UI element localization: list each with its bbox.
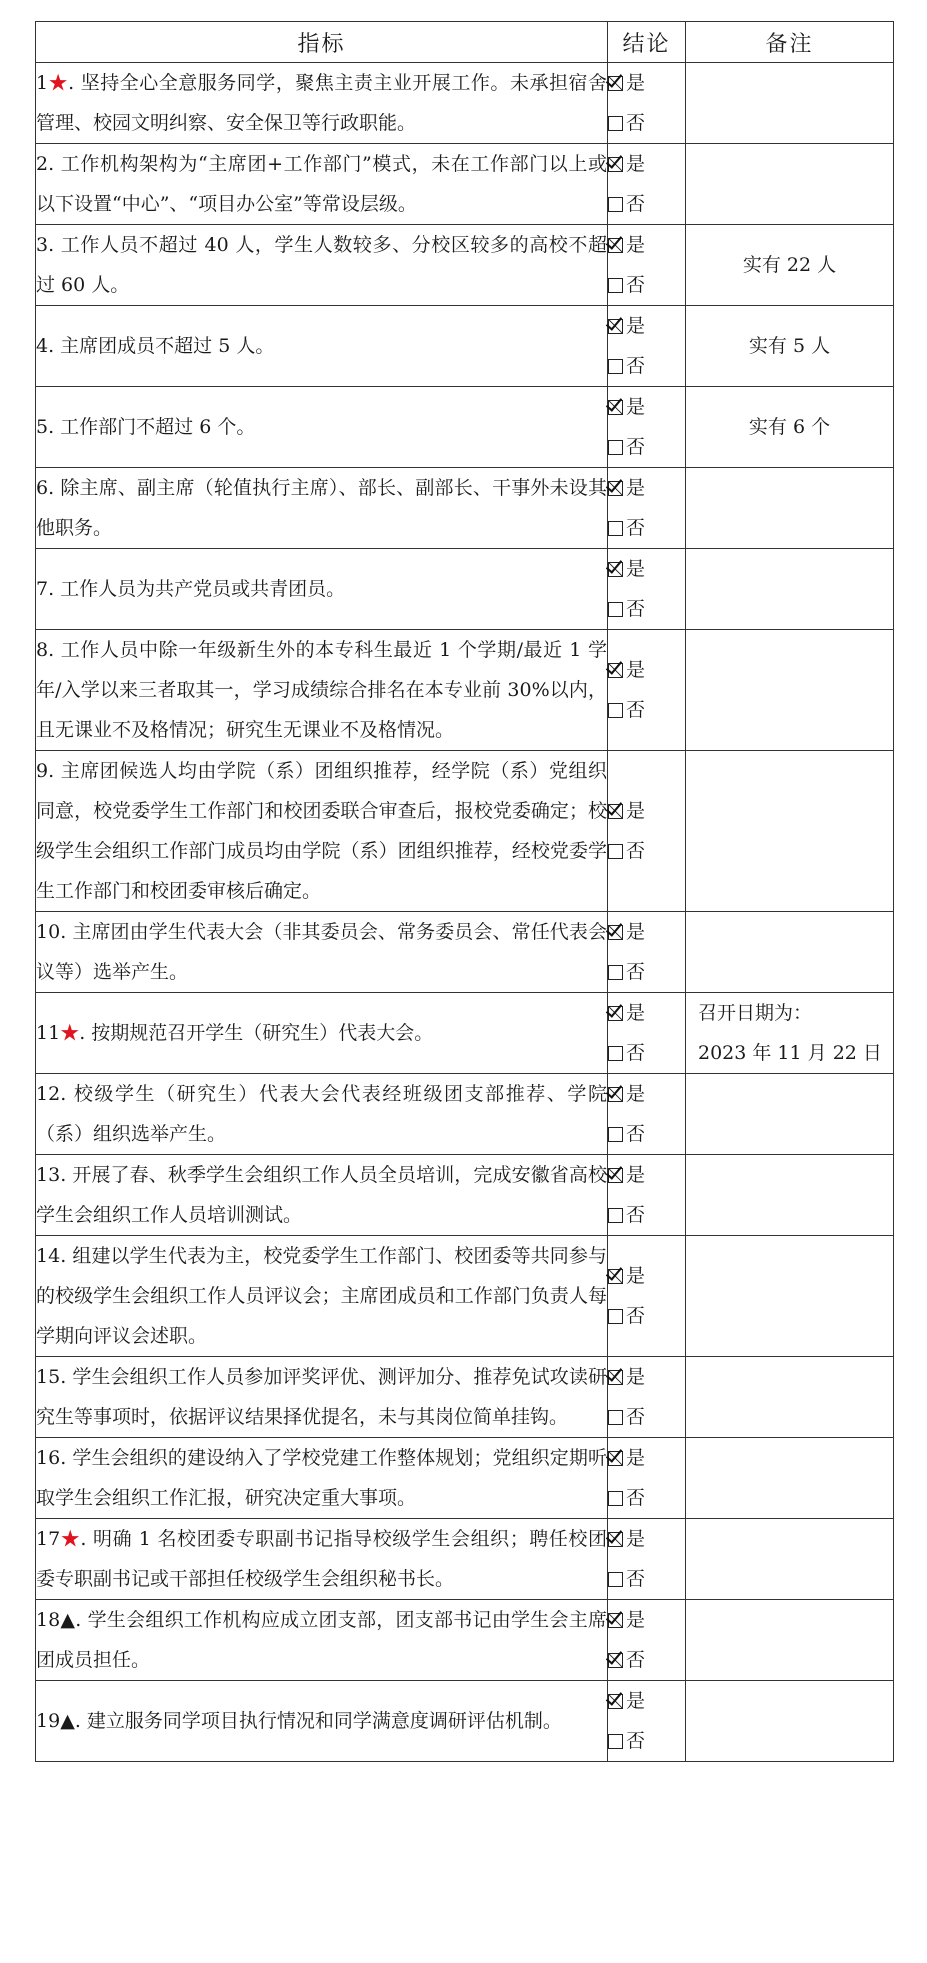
option-no[interactable]	[608, 1478, 685, 1518]
indicator-cell	[36, 1681, 608, 1762]
remark-cell	[686, 225, 894, 306]
checked-box-icon[interactable]	[608, 1168, 623, 1183]
checked-box-icon[interactable]	[608, 481, 623, 496]
option-yes[interactable]	[608, 1074, 685, 1114]
conclusion-cell	[608, 1600, 686, 1681]
option-no-label: 否	[626, 1487, 646, 1509]
indicator-text: . 工作机构架构为“主席团+工作部门”模式，未在工作部门以上或以下设置“中心”、“项目办公室”等常设层级。	[36, 153, 607, 215]
checked-box-icon[interactable]	[608, 319, 623, 334]
option-no-label: 否	[626, 840, 646, 862]
conclusion-cell	[608, 1681, 686, 1762]
table-row	[36, 1519, 894, 1600]
option-yes-label: 是	[626, 800, 646, 822]
option-no[interactable]	[608, 831, 685, 871]
empty-box-icon[interactable]	[608, 844, 623, 859]
table-row	[36, 306, 894, 387]
indicator-number: 18	[36, 1609, 61, 1631]
table-row	[36, 63, 894, 144]
conclusion-cell	[608, 468, 686, 549]
remark-cell	[686, 144, 894, 225]
option-no-label: 否	[626, 1406, 646, 1428]
option-no-label: 否	[626, 1568, 646, 1590]
option-yes[interactable]	[608, 993, 685, 1033]
indicator-cell	[36, 751, 608, 912]
option-yes[interactable]	[608, 1681, 685, 1721]
empty-box-icon[interactable]	[608, 703, 623, 718]
indicator-text: . 工作人员不超过 40 人，学生人数较多、分校区较多的高校不超过 60 人。	[36, 234, 607, 296]
option-yes-label: 是	[626, 234, 646, 256]
checked-box-icon[interactable]	[608, 400, 623, 415]
checked-box-icon[interactable]	[608, 1532, 623, 1547]
table-row	[36, 468, 894, 549]
option-no[interactable]	[608, 508, 685, 548]
remark-cell	[686, 1236, 894, 1357]
key-item-star-icon: ★	[60, 1528, 81, 1550]
indicator-cell	[36, 549, 608, 630]
option-yes[interactable]	[608, 387, 685, 427]
remark-text: 召开日期为：	[698, 1002, 813, 1024]
option-yes-label: 是	[626, 1528, 646, 1550]
empty-box-icon[interactable]	[608, 965, 623, 980]
checked-box-icon[interactable]	[608, 238, 623, 253]
table-row	[36, 751, 894, 912]
indicator-cell	[36, 63, 608, 144]
indicator-number: 10	[36, 921, 61, 943]
conclusion-cell	[608, 549, 686, 630]
remark-text: 2023 年 11 月 22 日	[698, 1042, 882, 1064]
empty-box-icon[interactable]	[608, 1491, 623, 1506]
indicator-number: 16	[36, 1447, 61, 1469]
option-yes-label: 是	[626, 1366, 646, 1388]
remark-cell	[686, 912, 894, 993]
checked-box-icon[interactable]	[608, 1653, 623, 1668]
indicator-text: . 主席团成员不超过 5 人。	[48, 335, 275, 357]
indicator-text: . 学生会组织工作机构应成立团支部，团支部书记由学生会主席团成员担任。	[36, 1609, 607, 1671]
option-no-label: 否	[626, 1305, 646, 1327]
indicator-number: 1	[36, 72, 49, 94]
conclusion-cell	[608, 1074, 686, 1155]
indicator-cell	[36, 225, 608, 306]
indicator-number: 2	[36, 153, 49, 175]
indicator-number: 11	[36, 1022, 61, 1044]
indicator-cell	[36, 1357, 608, 1438]
option-yes[interactable]	[608, 1357, 685, 1397]
empty-box-icon[interactable]	[608, 1734, 623, 1749]
table-row	[36, 549, 894, 630]
conclusion-cell	[608, 1438, 686, 1519]
indicator-text: . 工作人员中除一年级新生外的本专科生最近 1 个学期/最近 1 学年/入学以来三者取其一，学习成绩综合排名在本专业前 30%以内，且无课业不及格情况；研究生无课业不及格情况。	[36, 639, 607, 741]
option-no-label: 否	[626, 598, 646, 620]
indicator-cell	[36, 1236, 608, 1357]
indicator-text: . 主席团由学生代表大会（非其委员会、常务委员会、常任代表会议等）选举产生。	[36, 921, 607, 983]
checked-box-icon[interactable]	[608, 1269, 623, 1284]
empty-box-icon[interactable]	[608, 521, 623, 536]
option-yes-label: 是	[626, 1002, 646, 1024]
option-yes-label: 是	[626, 558, 646, 580]
table-row	[36, 630, 894, 751]
option-no[interactable]	[608, 1296, 685, 1336]
indicator-cell	[36, 1438, 608, 1519]
indicator-number: 8	[36, 639, 49, 661]
option-yes[interactable]	[608, 225, 685, 265]
checked-box-icon[interactable]	[608, 663, 623, 678]
option-yes[interactable]	[608, 144, 685, 184]
conclusion-cell	[608, 1519, 686, 1600]
key-item-star-icon: ★	[60, 1022, 80, 1044]
option-no[interactable]	[608, 103, 685, 143]
empty-box-icon[interactable]	[608, 1208, 623, 1223]
conclusion-cell	[608, 144, 686, 225]
option-no[interactable]	[608, 589, 685, 629]
checked-box-icon[interactable]	[608, 1087, 623, 1102]
indicator-text: . 明确 1 名校团委专职副书记指导校级学生会组织；聘任校团委专职副书记或干部担任校级学生会组织秘书长。	[36, 1528, 607, 1590]
remark-cell	[686, 549, 894, 630]
option-no-label: 否	[626, 193, 646, 215]
option-no[interactable]	[608, 952, 685, 992]
empty-box-icon[interactable]	[608, 602, 623, 617]
option-yes-label: 是	[626, 315, 646, 337]
table-row	[36, 912, 894, 993]
option-yes[interactable]	[608, 912, 685, 952]
option-no-label: 否	[626, 274, 646, 296]
checked-box-icon[interactable]	[608, 76, 623, 91]
option-yes[interactable]	[608, 549, 685, 589]
conclusion-cell	[608, 1357, 686, 1438]
remark-cell	[686, 993, 894, 1074]
option-yes[interactable]	[608, 791, 685, 831]
remark-cell	[686, 387, 894, 468]
indicator-text: . 工作部门不超过 6 个。	[48, 416, 256, 438]
indicator-number: 13	[36, 1164, 61, 1186]
empty-box-icon[interactable]	[608, 1410, 623, 1425]
empty-box-icon[interactable]	[608, 116, 623, 131]
table-header-row	[36, 22, 894, 63]
empty-box-icon[interactable]	[608, 197, 623, 212]
header-indicator: 指标	[36, 22, 608, 63]
option-no-label: 否	[626, 699, 646, 721]
conclusion-cell	[608, 387, 686, 468]
option-no[interactable]	[608, 427, 685, 467]
option-yes-label: 是	[626, 72, 646, 94]
option-no-label: 否	[626, 112, 646, 134]
option-no-label: 否	[626, 1204, 646, 1226]
table-row	[36, 1681, 894, 1762]
table-row	[36, 1155, 894, 1236]
indicator-number: 5	[36, 416, 49, 438]
table-row	[36, 1236, 894, 1357]
option-no[interactable]	[608, 1033, 685, 1073]
indicator-cell	[36, 387, 608, 468]
option-no[interactable]	[608, 690, 685, 730]
option-no[interactable]	[608, 1640, 685, 1680]
table-row	[36, 1438, 894, 1519]
option-no[interactable]	[608, 346, 685, 386]
indicator-number: 4	[36, 335, 49, 357]
remark-cell	[686, 1155, 894, 1236]
option-yes[interactable]	[608, 650, 685, 690]
indicator-number: 15	[36, 1366, 61, 1388]
checked-box-icon[interactable]	[608, 1613, 623, 1628]
checked-box-icon[interactable]	[608, 1451, 623, 1466]
indicator-text: . 除主席、副主席（轮值执行主席）、部长、副部长、干事外未设其他职务。	[36, 477, 607, 539]
indicator-cell	[36, 993, 608, 1074]
option-no[interactable]	[608, 1721, 685, 1761]
option-yes-label: 是	[626, 1083, 646, 1105]
remark-cell	[686, 1357, 894, 1438]
option-yes-label: 是	[626, 659, 646, 681]
empty-box-icon[interactable]	[608, 278, 623, 293]
empty-box-icon[interactable]	[608, 440, 623, 455]
conclusion-cell	[608, 225, 686, 306]
option-no-label: 否	[626, 1649, 646, 1671]
option-yes-label: 是	[626, 153, 646, 175]
indicator-text: . 建立服务同学项目执行情况和同学满意度调研评估机制。	[74, 1710, 562, 1732]
indicator-cell	[36, 468, 608, 549]
checked-box-icon[interactable]	[608, 1006, 623, 1021]
option-yes-label: 是	[626, 1609, 646, 1631]
conclusion-cell	[608, 912, 686, 993]
option-yes[interactable]	[608, 306, 685, 346]
triangle-mark-icon: ▲	[60, 1710, 75, 1732]
triangle-mark-icon: ▲	[60, 1609, 76, 1631]
option-yes[interactable]	[608, 1600, 685, 1640]
indicator-number: 6	[36, 477, 49, 499]
remark-cell	[686, 63, 894, 144]
option-yes[interactable]	[608, 1519, 685, 1559]
checked-box-icon[interactable]	[608, 1694, 623, 1709]
indicator-cell	[36, 912, 608, 993]
indicator-cell	[36, 1074, 608, 1155]
indicator-text: . 开展了春、秋季学生会组织工作人员全员培训，完成安徽省高校学生会组织工作人员培训测试。	[36, 1164, 607, 1226]
option-yes-label: 是	[626, 921, 646, 943]
option-yes-label: 是	[626, 1690, 646, 1712]
indicator-text: . 校级学生（研究生）代表大会代表经班级团支部推荐、学院（系）组织选举产生。	[36, 1083, 607, 1145]
option-no[interactable]	[608, 265, 685, 305]
remark-cell	[686, 306, 894, 387]
remark-cell	[686, 751, 894, 912]
option-yes[interactable]	[608, 468, 685, 508]
header-conclusion: 结论	[608, 22, 686, 63]
indicator-text: . 工作人员为共产党员或共青团员。	[48, 578, 346, 600]
conclusion-cell	[608, 306, 686, 387]
indicator-text: . 学生会组织工作人员参加评奖评优、测评加分、推荐免试攻读研究生等事项时，依据评议结果择优提名，未与其岗位简单挂钩。	[36, 1366, 607, 1428]
option-yes[interactable]	[608, 1438, 685, 1478]
table-row	[36, 387, 894, 468]
checked-box-icon[interactable]	[608, 925, 623, 940]
empty-box-icon[interactable]	[608, 1309, 623, 1324]
indicator-text: . 按期规范召开学生（研究生）代表大会。	[79, 1022, 434, 1044]
key-item-star-icon: ★	[48, 72, 69, 94]
conclusion-cell	[608, 751, 686, 912]
checked-box-icon[interactable]	[608, 157, 623, 172]
option-no-label: 否	[626, 517, 646, 539]
remark-cell	[686, 468, 894, 549]
conclusion-cell	[608, 1236, 686, 1357]
remark-text: 实有 6 个	[748, 416, 831, 438]
conclusion-cell	[608, 1155, 686, 1236]
indicator-number: 3	[36, 234, 49, 256]
indicator-cell	[36, 144, 608, 225]
remark-cell	[686, 1074, 894, 1155]
table-row	[36, 1074, 894, 1155]
option-no-label: 否	[626, 961, 646, 983]
option-no[interactable]	[608, 1559, 685, 1599]
conclusion-cell	[608, 63, 686, 144]
option-yes-label: 是	[626, 1447, 646, 1469]
remark-cell	[686, 630, 894, 751]
checked-box-icon[interactable]	[608, 1370, 623, 1385]
checked-box-icon[interactable]	[608, 804, 623, 819]
conclusion-cell	[608, 993, 686, 1074]
table-row	[36, 225, 894, 306]
option-yes[interactable]	[608, 63, 685, 103]
option-no-label: 否	[626, 1042, 646, 1064]
indicator-number: 17	[36, 1528, 61, 1550]
option-no-label: 否	[626, 436, 646, 458]
empty-box-icon[interactable]	[608, 1572, 623, 1587]
indicator-number: 12	[36, 1083, 61, 1105]
option-no[interactable]	[608, 1114, 685, 1154]
remark-cell	[686, 1438, 894, 1519]
option-no-label: 否	[626, 1123, 646, 1145]
evaluation-table	[35, 21, 894, 1762]
option-no[interactable]	[608, 1195, 685, 1235]
option-no-label: 否	[626, 1730, 646, 1752]
option-no[interactable]	[608, 1397, 685, 1437]
table-row	[36, 993, 894, 1074]
option-yes-label: 是	[626, 477, 646, 499]
remark-text: 实有 5 人	[748, 335, 831, 357]
option-yes-label: 是	[626, 1164, 646, 1186]
remark-text: 实有 22 人	[742, 254, 837, 276]
option-no[interactable]	[608, 184, 685, 224]
option-no-label: 否	[626, 355, 646, 377]
option-yes[interactable]	[608, 1256, 685, 1296]
table-row	[36, 144, 894, 225]
empty-box-icon[interactable]	[608, 359, 623, 374]
conclusion-cell	[608, 630, 686, 751]
indicator-text: . 坚持全心全意服务同学，聚焦主责主业开展工作。未承担宿舍管理、校园文明纠察、安全保卫等行政职能。	[36, 72, 607, 134]
indicator-cell	[36, 1155, 608, 1236]
indicator-cell	[36, 630, 608, 751]
option-yes-label: 是	[626, 1265, 646, 1287]
indicator-number: 14	[36, 1245, 61, 1267]
indicator-text: . 组建以学生代表为主，校党委学生工作部门、校团委等共同参与的校级学生会组织工作人员评议会；主席团成员和工作部门负责人每学期向评议会述职。	[36, 1245, 607, 1347]
option-yes[interactable]	[608, 1155, 685, 1195]
indicator-text: . 学生会组织的建设纳入了学校党建工作整体规划；党组织定期听取学生会组织工作汇报，研究决定重大事项。	[36, 1447, 607, 1509]
indicator-number: 19	[36, 1710, 61, 1732]
header-remark: 备注	[686, 22, 894, 63]
indicator-cell	[36, 306, 608, 387]
indicator-number: 9	[36, 760, 49, 782]
indicator-text: . 主席团候选人均由学院（系）团组织推荐，经学院（系）党组织同意，校党委学生工作部门和校团委联合审查后，报校党委确定；校级学生会组织工作部门成员均由学院（系）团组织推荐，经校党委学生工作部门和校团委审核后确定。	[36, 760, 607, 902]
table-row	[36, 1357, 894, 1438]
indicator-cell	[36, 1600, 608, 1681]
remark-cell	[686, 1600, 894, 1681]
empty-box-icon[interactable]	[608, 1046, 623, 1061]
indicator-cell	[36, 1519, 608, 1600]
option-yes-label: 是	[626, 396, 646, 418]
remark-cell	[686, 1681, 894, 1762]
checked-box-icon[interactable]	[608, 562, 623, 577]
remark-cell	[686, 1519, 894, 1600]
indicator-number: 7	[36, 578, 49, 600]
empty-box-icon[interactable]	[608, 1127, 623, 1142]
table-row	[36, 1600, 894, 1681]
table-body	[36, 63, 894, 1762]
